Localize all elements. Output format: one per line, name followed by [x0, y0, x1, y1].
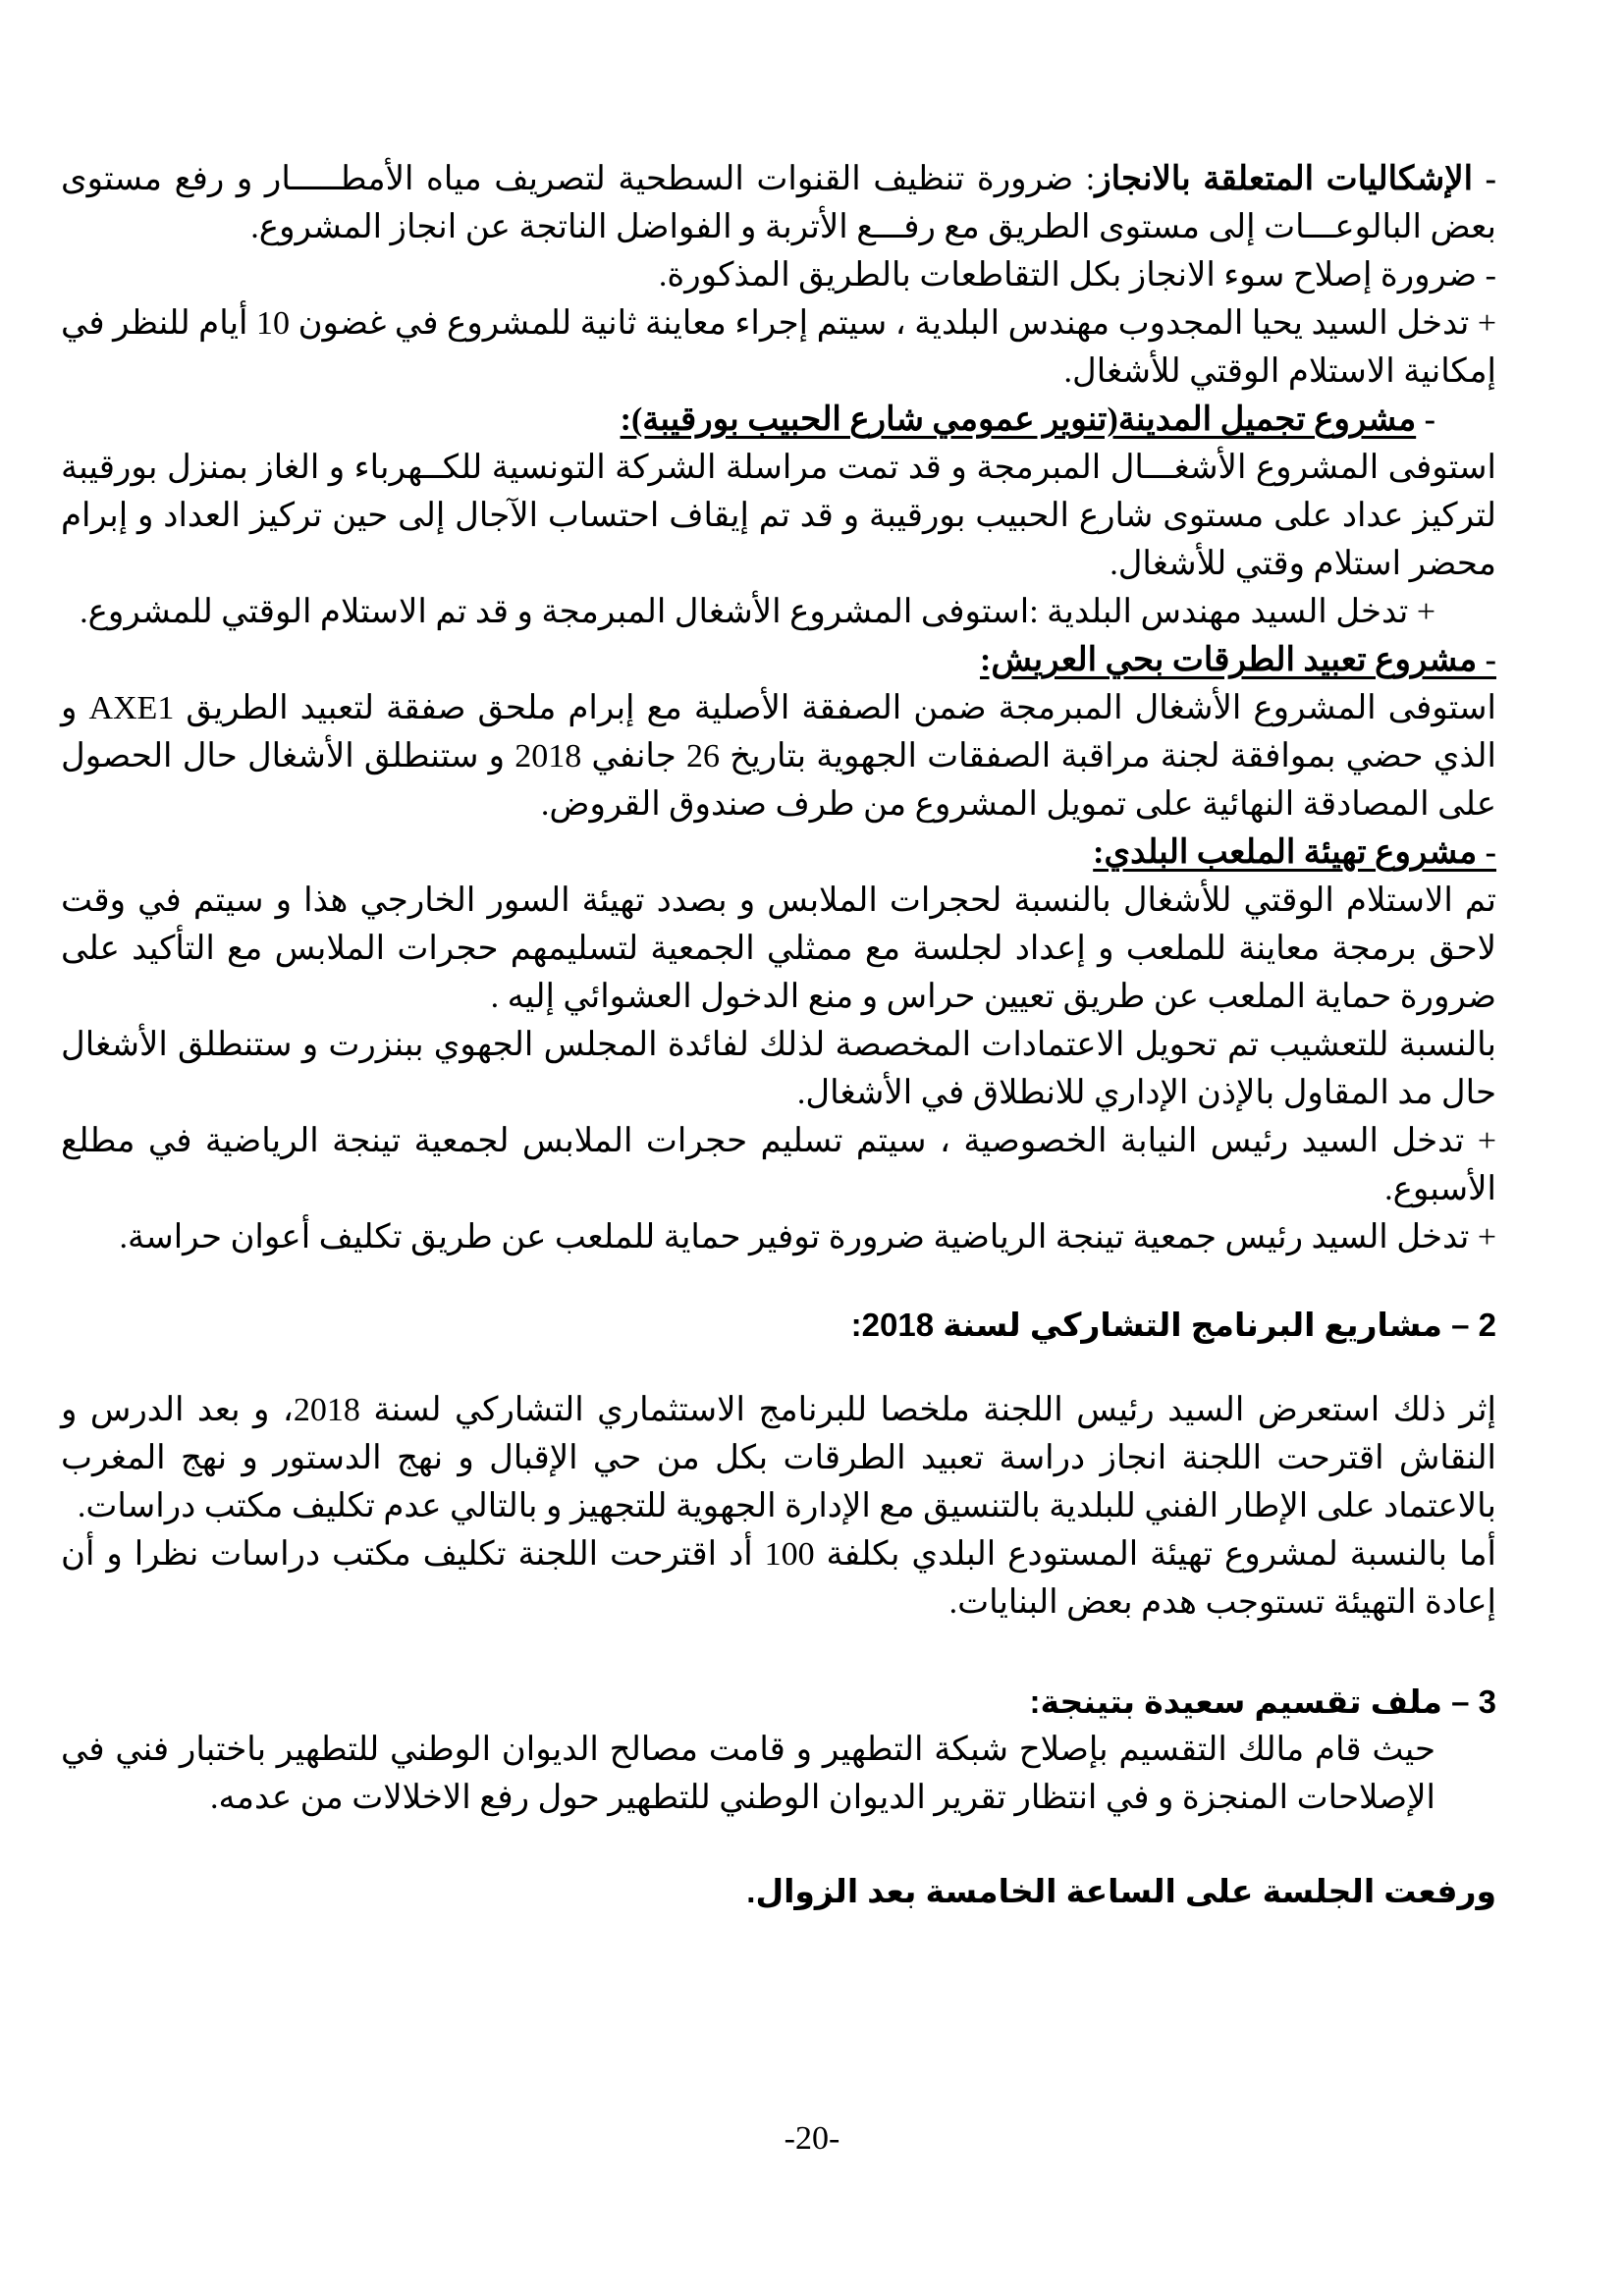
stadium-project-heading: - مشروع تهيئة الملعب البلدي:: [1093, 834, 1496, 871]
lighting-engineer-note: + تدخل السيد مهندس البلدية :استوفى المشروع الأشغال المبرمجة و قد تم الاستلام الوقتي للمشروع.: [80, 594, 1435, 630]
lighting-project-heading: - مشروع تجميل المدينة(تنوير عمومي شارع الحبيب بورقيبة):: [620, 401, 1435, 438]
section-2-heading: 2 – مشاريع البرنامج التشاركي لسنة 2018:: [850, 1307, 1496, 1343]
subdivision-paragraph: حيث قام مالك التقسيم بإصلاح شبكة التطهير و قامت مصالح الديوان الوطني للتطهير باختبار فني في الإصلاحات المنجزة و في انتظار تقرير الديوان الوطني للتطهير حول رفع الاخلالات من عدمه.: [61, 1732, 1435, 1816]
problems-paragraph: [61, 155, 1496, 251]
document-body: [61, 155, 1496, 1915]
stadium-paragraph: تم الاستلام الوقتي للأشغال بالنسبة لحجرات الملابس و بصدد تهيئة السور الخارجي هذا و سيتم في وقت لاحق برمجة معاينة للملعب و إعداد لجلسة مع ممثلي الجمعية لتسليمهم حجرات الملابس مع التأكيد على ضرورة حماية الملعب عن طريق تعيين حراس و منع الدخول العشوائي إليه .: [61, 882, 1496, 1015]
president-intervention: + تدخل السيد رئيس النيابة الخصوصية ، سيتم تسليم حجرات الملابس لجمعية تينجة الرياضية في مطلع الأسبوع.: [61, 1123, 1496, 1207]
problems-text: : ضرورة تنظيف القنوات السطحية لتصريف مياه الأمطـــــار و رفع مستوى بعض البالوعـــات إلى مستوى الطريق مع رفـــع الأتربة و الفواضل الناتجة عن انجاز المشروع.: [61, 161, 1496, 245]
closing-line: ورفعت الجلسة على الساعة الخامسة بعد الزوال.: [746, 1873, 1496, 1909]
repair-note: - ضرورة إصلاح سوء الانجاز بكل التقاطعات بالطريق المذكورة.: [658, 257, 1496, 294]
engineer-intervention: + تدخل السيد يحيا المجدوب مهندس البلدية ، سيتم إجراء معاينة ثانية للمشروع في غضون 10 أيام للنظر في إمكانية الاستلام الوقتي للأشغال.: [61, 305, 1497, 390]
lighting-project-paragraph: استوفى المشروع الأشغـــال المبرمجة و قد تمت مراسلة الشركة التونسية للكــهرباء و الغاز بمنزل بورقيبة لتركيز عداد على مستوى شارع الحبيب بورقيبة و قد تم إيقاف احتساب الآجال إلى حين تركيز العداد و إبرام محضر استلام وقتي للأشغال.: [61, 450, 1496, 582]
section-3-heading: 3 – ملف تقسيم سعيدة بتينجة:: [1029, 1683, 1496, 1720]
depot-project-paragraph: أما بالنسبة لمشروع تهيئة المستودع البلدي بكلفة 100 أد اقترحت اللجنة تكليف مكتب دراسات نظرا و أن إعادة التهيئة تستوجب هدم بعض البنايات.: [61, 1536, 1496, 1621]
paving-project-paragraph: استوفى المشروع الأشغال المبرمجة ضمن الصفقة الأصلية مع إبرام ملحق صفقة لتعبيد الطريق AXE1 و الذي حضي بموافقة لجنة مراقبة الصفقات الجهوية بتاريخ 26 جانفي 2018 و ستنطلق الأشغال حال الحصول على المصادقة النهائية على تمويل المشروع من طرف صندوق القروض.: [61, 690, 1496, 823]
problems-label: - الإشكاليات المتعلقة بالانجاز: [1095, 161, 1496, 197]
club-president-intervention: + تدخل السيد رئيس جمعية تينجة الرياضية ضرورة توفير حماية للملعب عن طريق تكليف أعوان حراسة.: [119, 1219, 1496, 1255]
paving-project-heading: - مشروع تعبيد الطرقات بحي العريش:: [980, 642, 1496, 678]
lighting-project-title: مشروع تجميل المدينة(تنوير عمومي شارع الحبيب بورقيبة):: [620, 401, 1417, 438]
participatory-program-paragraph: إثر ذلك استعرض السيد رئيس اللجنة ملخصا للبرنامج الاستثماري التشاركي لسنة 2018، و بعد الدرس و النقاش اقترحت اللجنة انجاز دراسة تعبيد الطرقات بكل من حي الإقبال و نهج الدستور و نهج المغرب بالاعتماد على الإطار الفني للبلدية بالتنسيق مع الإدارة الجهوية للتجهيز و بالتالي عدم تكليف مكتب دراسات.: [61, 1392, 1496, 1524]
turf-paragraph: بالنسبة للتعشيب تم تحويل الاعتمادات المخصصة لذلك لفائدة المجلس الجهوي ببنزرت و ستنطلق الأشغال حال مد المقاول بالإذن الإداري للانطلاق في الأشغال.: [61, 1027, 1496, 1111]
page-number: -20-: [784, 2120, 840, 2157]
